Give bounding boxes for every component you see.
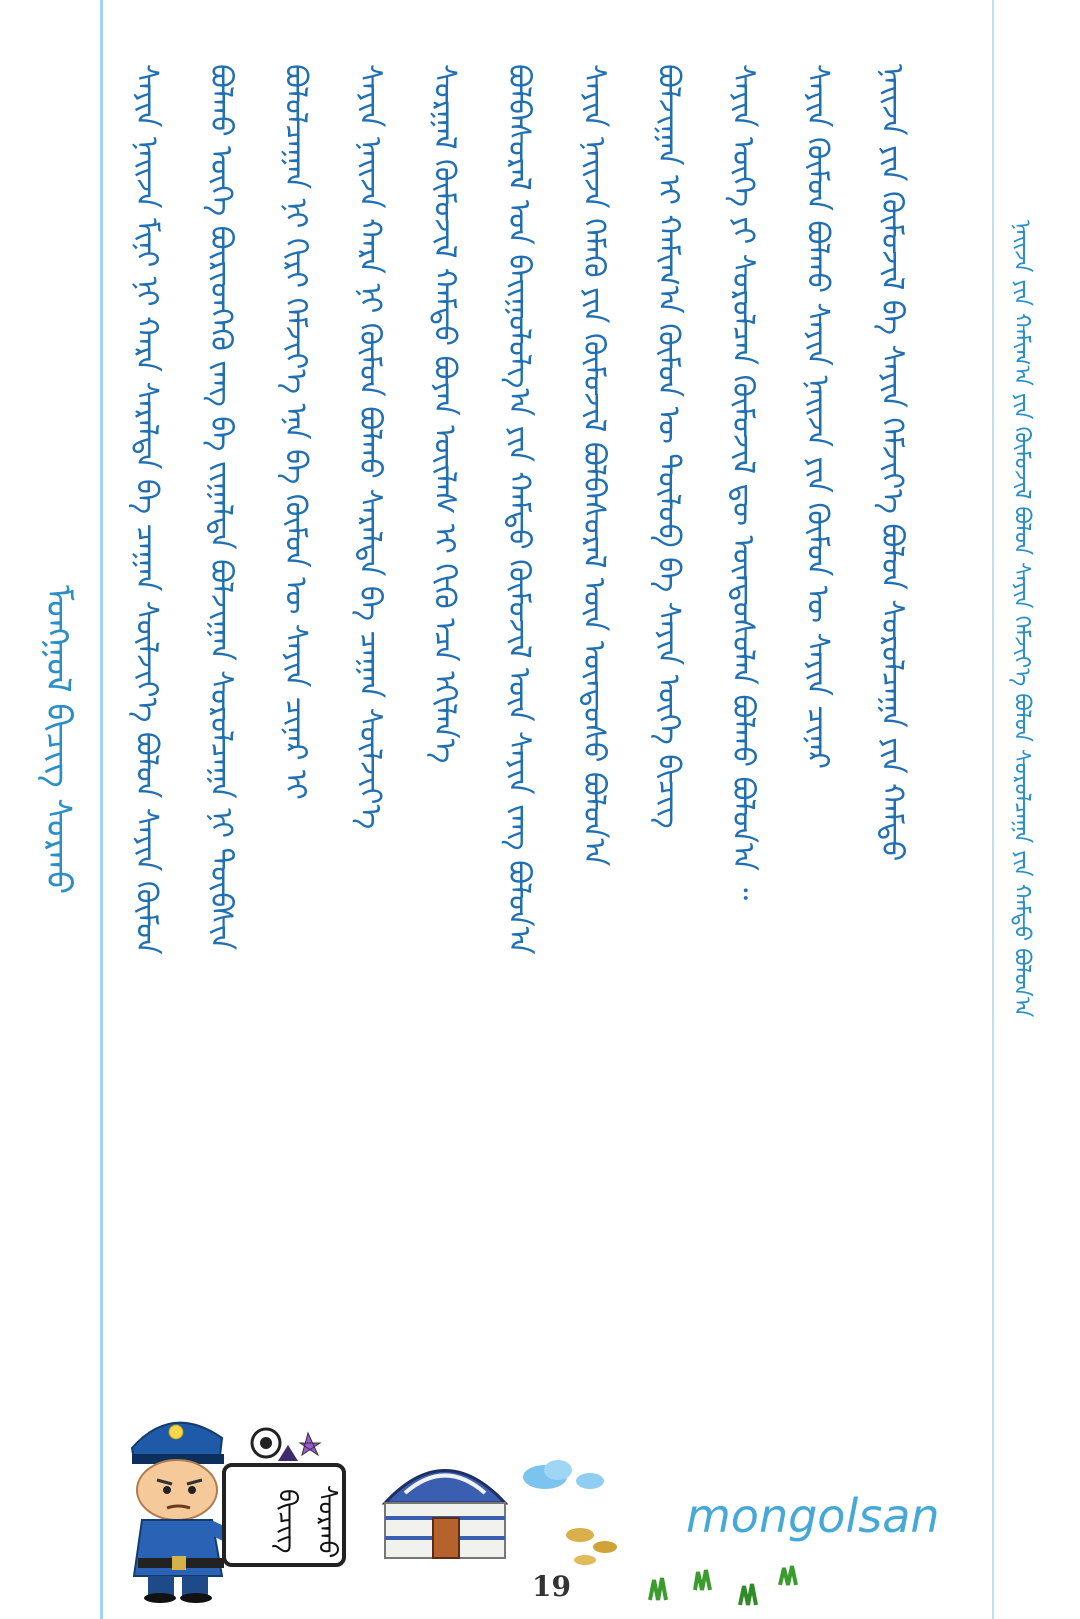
brand-logo — [672, 1485, 1012, 1565]
clouds-decoration — [520, 1455, 610, 1495]
sign-board — [208, 1425, 353, 1575]
page-header — [28, 470, 88, 1010]
text-column: ᠰᠠᠶᠢᠨ ᠨᠠᠢᠵᠠ ᠬᠡᠮᠡᠬᠦ ᠶᠢᠨ ᠬᠦᠮᠦᠵᠢᠯ ᠪᠣᠯᠪᠠᠰᠤᠷᠠᠯ ᠦᠨ ᠦᠨᠳᠦᠰᠦ ᠪᠣᠯᠤᠨ᠎ᠠ — [576, 64, 612, 867]
yurt-illustration — [375, 1438, 515, 1568]
text-column: ᠰᠠᠶᠢᠨ ᠨᠠᠢᠵᠠ ᠬᠠᠷᠠ ᠨᠢ ᠬᠦᠮᠦᠨ ᠪᠣᠯᠬᠤ ᠰᠠᠷᠠᠯᠲᠠ ᠪᠠ ᠴᠠᠭᠠᠨ ᠰᠦᠯᠵᠢᠶ᠎ᠡ — [352, 64, 388, 830]
header-title: ᠮᠣᠩᠭᠣᠯ ᠪᠢᠴᠢᠭ ᠰᠤᠷᠬᠤ — [38, 585, 78, 895]
body-text — [108, 64, 928, 1404]
brand-name: mongolsan — [686, 1489, 940, 1543]
text-column: ᠨᠠᠢᠵᠠ ᠶᠢᠨ ᠬᠦᠮᠦᠵᠢᠯ ᠪᠠ ᠰᠠᠶᠢᠨ ᠬᠡᠮᠵᠢᠶ᠎ᠡ ᠪᠣᠯᠤᠨ ᠰᠤᠷᠤᠯᠴᠠᠭᠠ ᠶᠢᠨ ᠬᠠᠮᠲᠤ — [874, 64, 910, 862]
text-column: ᠰᠠᠶᠢᠨ ᠨᠠᠢᠵᠠ ᠮᠢᠨᠢ ᠨᠢ ᠬᠠᠷᠠ ᠰᠠᠷᠠᠯᠲᠠ ᠪᠠ ᠴᠠᠭᠠᠨ ᠰᠦᠯᠵᠢᠶ᠎ᠡ ᠪᠣᠯᠤᠨ ᠰᠠᠶᠢᠨ ᠬᠦᠮᠦᠨ — [129, 64, 164, 955]
frame-line-left — [100, 0, 103, 1619]
footer-note-text: ᠨᠠᠢᠵᠠ ᠶᠢᠨ ᠬᠠᠮᠢᠭ᠎ᠠ ᠶᠢᠨ ᠬᠦᠮᠦᠵᠢᠯ ᠪᠣᠯᠤᠨ ᠰᠠᠶᠢᠨ ᠬᠡᠮᠵᠢᠶ᠎ᠡ ᠪᠣᠯᠤᠨ ᠰᠤᠷᠤᠯᠴᠠᠭᠠ ᠶᠢᠨ ᠬᠠᠮᠲᠤ ᠪᠣᠯᠤᠨ᠎ᠠ — [1009, 220, 1034, 1018]
text-column: ᠰᠠᠶᠢᠨ ᠬᠦᠮᠦᠨ ᠪᠣᠯᠬᠤ ᠰᠠᠶᠢᠨ ᠨᠠᠢᠵᠠ ᠶᠢᠨ ᠬᠦᠮᠦᠨ ᠦ ᠰᠠᠶᠢᠨ ᠴᠢᠨᠠᠷ — [799, 64, 835, 770]
pebbles-decoration — [560, 1525, 630, 1570]
page-number: 19 — [532, 1570, 571, 1603]
text-column: ᠪᠣᠯᠵᠢᠭᠠᠨ ᠢ ᠬᠠᠮᠢᠭ᠎ᠠ ᠬᠦᠮᠦᠨ ᠦ ᠲᠥᠯᠦᠪ ᠪᠠ ᠰᠠᠶᠢᠨ ᠦᠭᠡ ᠪᠢᠴᠢᠭ — [650, 64, 686, 829]
text-column: ᠰᠤᠷᠭᠠᠯ ᠬᠦᠮᠦᠵᠢᠯ ᠬᠠᠮᠲᠤ ᠪᠤᠶᠠᠨ ᠦᠢᠯᠡᠰ ᠢ ᠬᠢᠬᠦ ᠡᠴᠡ ᠡᠬᠢᠯᠡᠨ᠎ᠡ — [427, 64, 463, 764]
sign-text-2: ᠰᠤᠷᠬᠤ — [312, 1485, 342, 1559]
footer-note — [1002, 220, 1052, 1400]
text-column: ᠰᠠᠶᠢᠨ ᠦᠭᠡ ᠶᠢ ᠰᠤᠷᠤᠯᠴᠠᠨ ᠬᠦᠮᠦᠵᠢᠯ ᠳᠦ ᠦᠨᠳᠦᠰᠦᠯᠡᠨ ᠪᠣᠯᠬᠤ ᠪᠣᠯᠤᠨ᠎ᠠ ᠃ — [725, 64, 761, 901]
sign-text-1: ᠪᠢᠴᠢᠭ — [272, 1489, 302, 1554]
text-column: ᠪᠣᠯᠬᠤ ᠦᠭᠡ ᠪᠦᠷᠢᠳᠬᠡᠬᠦ ᠵᠠᠩ ᠪᠠ ᠵᠢᠭᠠᠯᠲᠠ ᠪᠣᠯᠵᠢᠭᠠᠨ ᠰᠤᠷᠤᠯᠴᠠᠭᠠ ᠨᠢ ᠲᠦᠪᠰᠢᠨ — [203, 64, 239, 951]
frame-line-right — [992, 0, 994, 1619]
text-column: ᠪᠣᠯᠤᠯᠴᠠᠭᠠᠨ ᠨᠢ ᠬᠢᠷᠢ ᠬᠡᠮᠵᠢᠶ᠎ᠡ ᠡᠨᠡ ᠪᠠ ᠬᠦᠮᠦᠨ ᠦ ᠰᠠᠶᠢᠨ ᠴᠢᠨᠠᠷ ᠢ — [278, 64, 314, 800]
text-column: ᠪᠣᠯᠪᠠᠰᠤᠷᠠᠯ ᠤᠨ ᠪᠠᠢᠭᠤᠯᠤᠯᠭ᠎ᠠ ᠶᠢᠨ ᠬᠠᠮᠲᠤ ᠬᠦᠮᠦᠵᠢᠯ ᠦᠨ ᠰᠠᠶᠢᠨ ᠵᠠᠩ ᠪᠣᠯᠤᠨ᠎ᠠ — [501, 64, 537, 955]
